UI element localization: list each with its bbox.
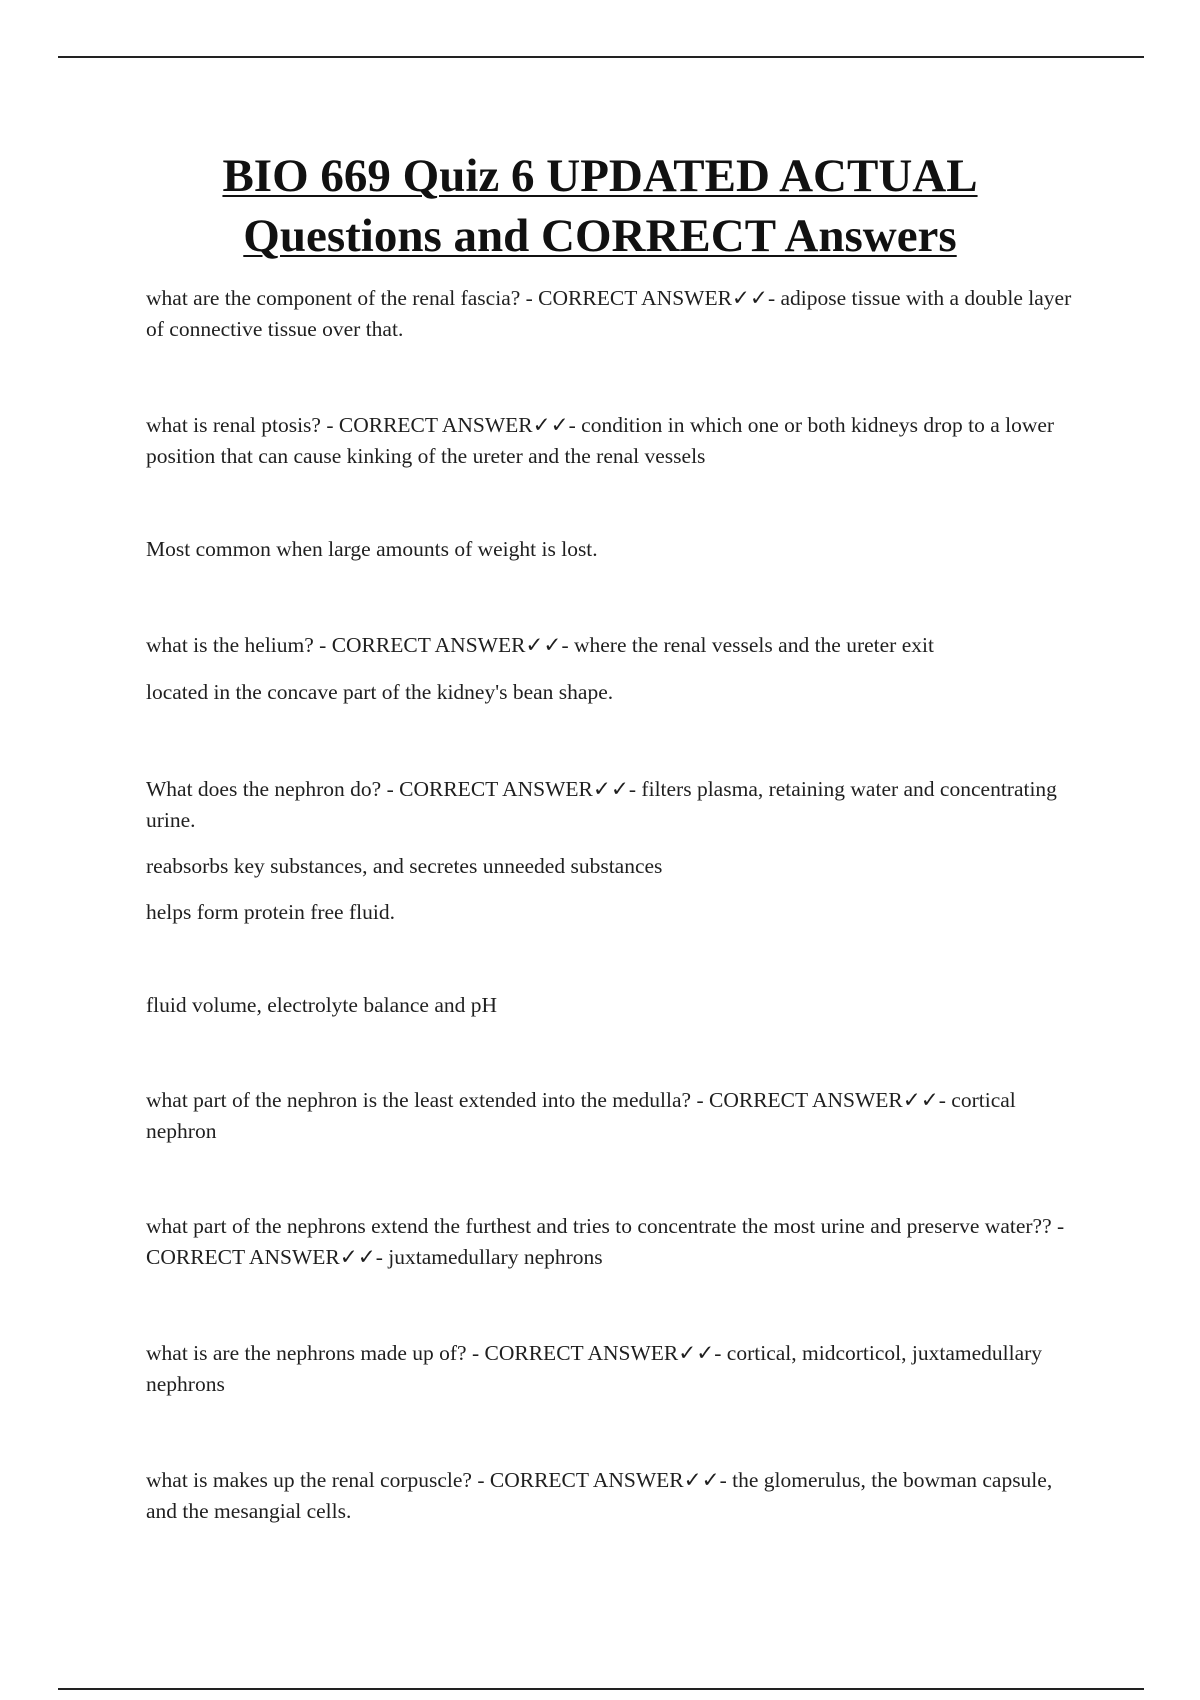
qa-renal-ptosis-note: Most common when large amounts of weight is lost. [146, 537, 598, 561]
qa-nephron-function: What does the nephron do? - CORRECT ANSWER✓✓- filters plasma, retaining water and concentrating urine. [146, 777, 1057, 832]
page-title [100, 146, 1100, 266]
qa-juxtamedullary-nephrons: what part of the nephrons extend the furthest and tries to concentrate the most urine and preserve water?? - CORRECT ANSWER✓✓- juxtamedullary nephrons [146, 1214, 1065, 1269]
title-line-1: BIO 669 Quiz 6 UPDATED ACTUAL [222, 150, 978, 202]
header-rule [58, 56, 1144, 58]
qa-hilum-note: located in the concave part of the kidney's bean shape. [146, 680, 614, 704]
qa-renal-fascia: what are the component of the renal fascia? - CORRECT ANSWER✓✓- adipose tissue with a double layer of connective tissue over that. [146, 286, 1072, 341]
footer-rule [58, 1688, 1144, 1690]
qa-nephron-function-note-3: fluid volume, electrolyte balance and pH [146, 993, 498, 1017]
qa-nephron-function-note-1: reabsorbs key substances, and secretes unneeded substances [146, 854, 663, 878]
qa-hilum: what is the helium? - CORRECT ANSWER✓✓- where the renal vessels and the ureter exit [146, 633, 934, 657]
qa-renal-corpuscle: what is makes up the renal corpuscle? - CORRECT ANSWER✓✓- the glomerulus, the bowman capsule, and the mesangial cells. [146, 1468, 1053, 1523]
qa-nephron-types: what is are the nephrons made up of? - CORRECT ANSWER✓✓- cortical, midcorticol, juxtamedullary nephrons [146, 1341, 1043, 1396]
qa-renal-ptosis: what is renal ptosis? - CORRECT ANSWER✓✓- condition in which one or both kidneys drop to a lower position that can cause kinking of the ureter and the renal vessels [146, 413, 1055, 468]
title-line-2: Questions and CORRECT Answers [243, 210, 957, 262]
qa-cortical-nephron: what part of the nephron is the least extended into the medulla? - CORRECT ANSWER✓✓- cortical nephron [146, 1088, 1016, 1143]
qa-nephron-function-note-2: helps form protein free fluid. [146, 900, 395, 924]
